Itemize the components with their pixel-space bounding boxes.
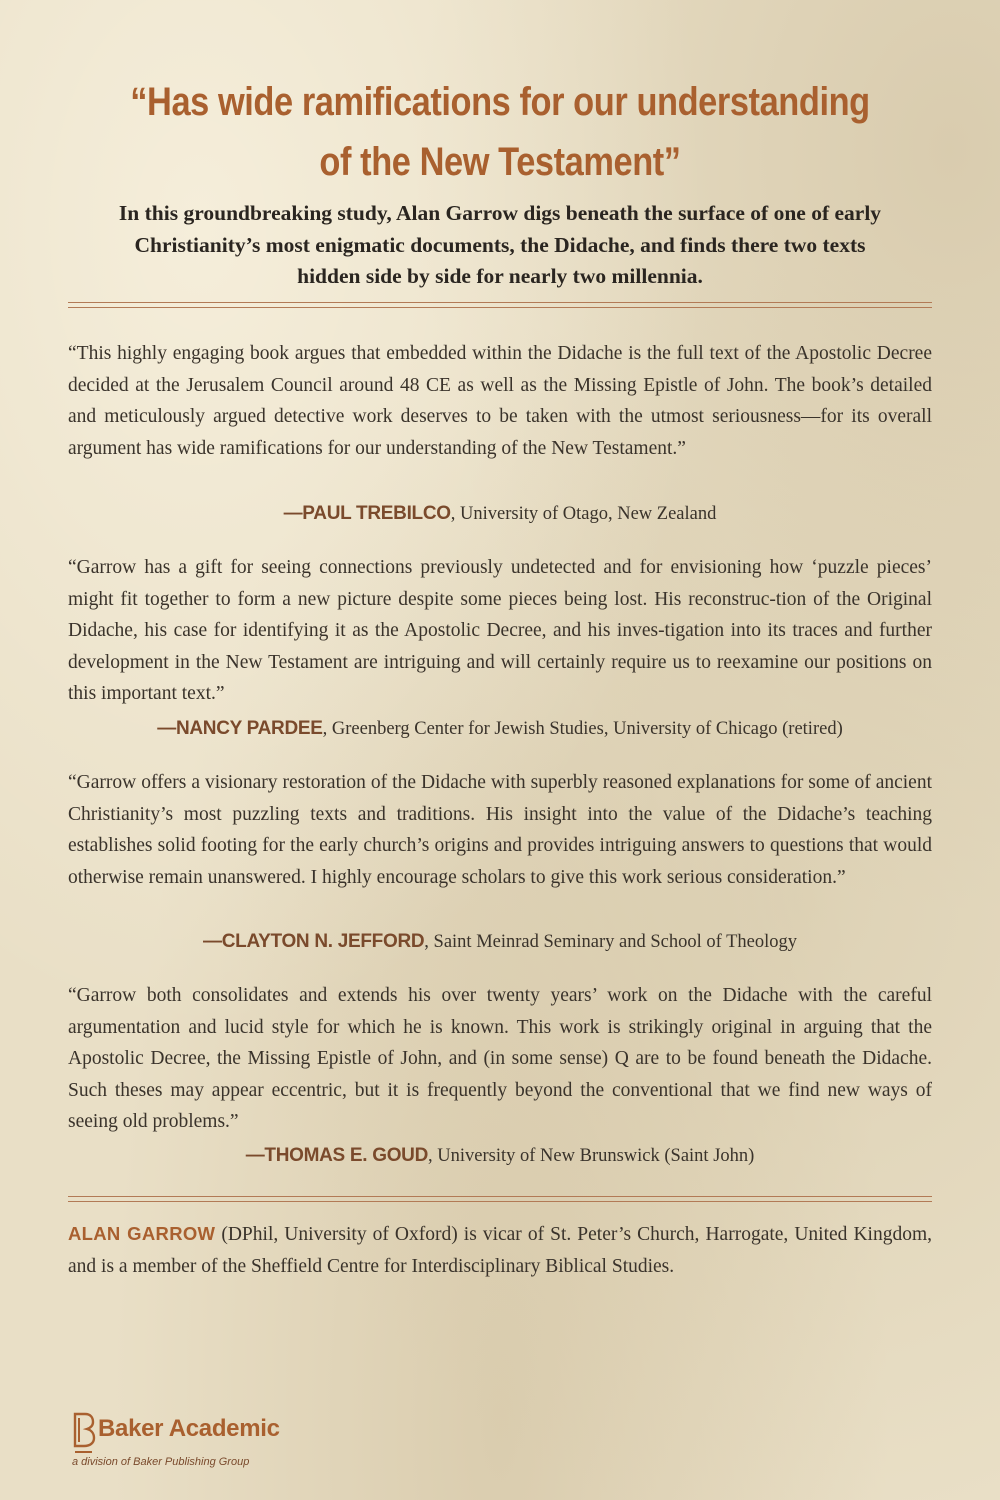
author-name: ALAN GARROW	[68, 1223, 216, 1244]
publisher-logo	[72, 1412, 392, 1472]
endorser-affiliation-1: , University of Otago, New Zealand	[450, 504, 717, 524]
bottom-divider	[68, 1201, 932, 1202]
publisher-name: Baker Academic	[98, 1415, 280, 1442]
endorsement-attribution-1	[68, 500, 932, 528]
headline-line-1: “Has wide ramifications for our understanding	[130, 80, 870, 124]
baker-b-logo-icon	[72, 1412, 96, 1456]
headline-line-2: of the New Testament”	[319, 140, 681, 184]
intro-blurb: In this groundbreaking study, Alan Garrow digs beneath the surface of one of early Christianity’s most enigmatic documents, the Didache, and finds there two texts hidden side by side for nearly two millennia.	[118, 201, 882, 288]
headline	[122, 72, 879, 192]
endorser-name-2: —NANCY PARDEE	[157, 718, 323, 739]
endorsement-attribution-3	[68, 928, 932, 956]
top-divider	[68, 307, 932, 308]
endorsement-quote-2: “Garrow has a gift for seeing connections previously undetected and for envisioning how ‘puzzle pieces’ might fit together to form a new picture despite some pieces being lost. His reconstruc-tion of the Original Didache, his case for identifying it as the Apostolic Decree, and his inves-tigation into its traces and further development in the New Testament are intriguing and will certainly require us to reexamine our positions on this important text.”	[68, 557, 932, 705]
endorsement-quote-3: “Garrow offers a visionary restoration of the Didache with superbly reasoned explanations for some of ancient Christianity’s most puzzling texts and traditions. His insight into the value of the Didache’s teaching establishes solid footing for the early church’s origins and provides intriguing answers to questions that would otherwise remain unanswered. I highly encourage scholars to give this work serious consideration.”	[68, 772, 932, 888]
endorser-name-1: —PAUL TREBILCO	[283, 503, 451, 524]
endorser-affiliation-2: , Greenberg Center for Jewish Studies, University of Chicago (retired)	[322, 719, 843, 739]
endorser-affiliation-3: , Saint Meinrad Seminary and School of Theology	[424, 932, 797, 952]
endorser-affiliation-4: , University of New Brunswick (Saint John)	[428, 1146, 755, 1166]
endorsement-attribution-4	[68, 1142, 932, 1170]
endorser-name-3: —CLAYTON N. JEFFORD	[203, 931, 425, 952]
endorsement-quote-1: “This highly engaging book argues that embedded within the Didache is the full text of the Apostolic Decree decided at the Jerusalem Council around 48 CE as well as the Missing Epistle of John. The book’s detailed and meticulously argued detective work deserves to be taken with the utmost seriousness—for its overall argument has wide ramifications for our understanding of the New Testament.”	[68, 343, 932, 459]
endorsement-quote-4: “Garrow both consolidates and extends his over twenty years’ work on the Didache with the careful argumentation and lucid style for which he is known. This work is strikingly original in arguing that the Apostolic Decree, the Missing Epistle of John, and (in some sense) Q are to be found beneath the Didache. Such theses may appear eccentric, but it is frequently beyond the conventional that we find new ways of seeing old problems.”	[68, 985, 932, 1133]
endorsement-attribution-2	[68, 715, 932, 743]
author-bio	[68, 1218, 932, 1282]
publisher-tagline: a division of Baker Publishing Group	[72, 1456, 250, 1468]
author-bio-text: (DPhil, University of Oxford) is vicar of St. Peter’s Church, Harrogate, United Kingdom, and is a member of the Sheffield Centre for Interdisciplinary Biblical Studies.	[68, 1224, 932, 1277]
endorser-name-4: —THOMAS E. GOUD	[245, 1145, 429, 1166]
